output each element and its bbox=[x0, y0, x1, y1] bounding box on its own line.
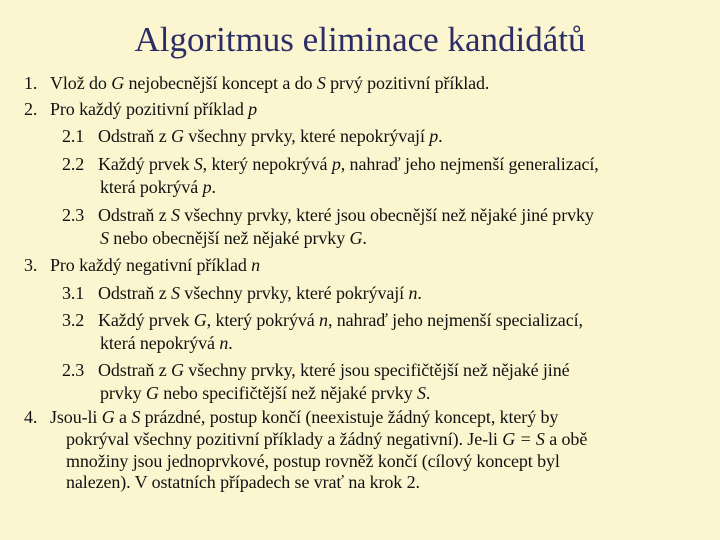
step-3-3: 2.3 Odstraň z G všechny prvky, které jsou specifičtější než nějaké jiné bbox=[62, 360, 570, 380]
step-number: 3. bbox=[24, 255, 38, 275]
step-4-cont-1: pokrýval všechny pozitivní příklady a žádný negativní). Je-li G = S a obě bbox=[66, 429, 588, 449]
substep-number: 3.1 bbox=[62, 283, 85, 303]
substep-number: 2.3 bbox=[62, 205, 85, 225]
slide-title: Algoritmus eliminace kandidátů bbox=[134, 20, 586, 59]
step-3-1: 3.1 Odstraň z S všechny prvky, které pokrývají n. bbox=[62, 283, 422, 303]
step-number: 4. bbox=[24, 407, 38, 427]
substep-number: 2.2 bbox=[62, 154, 85, 174]
step-4-cont-3: nalezen). V ostatních případech se vrať na krok 2. bbox=[66, 472, 420, 492]
step-number: 1. bbox=[24, 73, 38, 93]
step-2-3: 2.3 Odstraň z S všechny prvky, které jsou obecnější než nějaké jiné prvky bbox=[62, 205, 594, 225]
step-3-2: 3.2 Každý prvek G, který pokrývá n, nahraď jeho nejmenší specializací, bbox=[62, 310, 583, 330]
step-2-2-cont: která pokrývá p. bbox=[100, 177, 216, 197]
step-4-cont-2: množiny jsou jednoprvkové, postup rovněž končí (cílový koncept byl bbox=[66, 451, 560, 471]
substep-number: 2.3 bbox=[62, 360, 85, 380]
substep-number: 3.2 bbox=[62, 310, 85, 330]
step-2-2: 2.2 Každý prvek S, který nepokrývá p, nahraď jeho nejmenší generalizací, bbox=[62, 154, 599, 174]
step-3-2-cont: která nepokrývá n. bbox=[100, 333, 233, 353]
step-2-1: 2.1 Odstraň z G všechny prvky, které nepokrývají p. bbox=[62, 126, 443, 146]
step-3-3-cont: prvky G nebo specifičtější než nějaké prvky S. bbox=[100, 383, 431, 403]
substep-number: 2.1 bbox=[62, 126, 85, 146]
step-2-3-cont: S nebo obecnější než nějaké prvky G. bbox=[100, 228, 367, 248]
step-2: 2. Pro každý pozitivní příklad p bbox=[24, 99, 258, 119]
step-number: 2. bbox=[24, 99, 38, 119]
step-3: 3. Pro každý negativní příklad n bbox=[24, 255, 261, 275]
step-1: 1. Vlož do G nejobecnější koncept a do S prvý pozitivní příklad. bbox=[24, 73, 490, 93]
step-4: 4. Jsou-li G a S prázdné, postup končí (neexistuje žádný koncept, který by bbox=[24, 407, 559, 427]
